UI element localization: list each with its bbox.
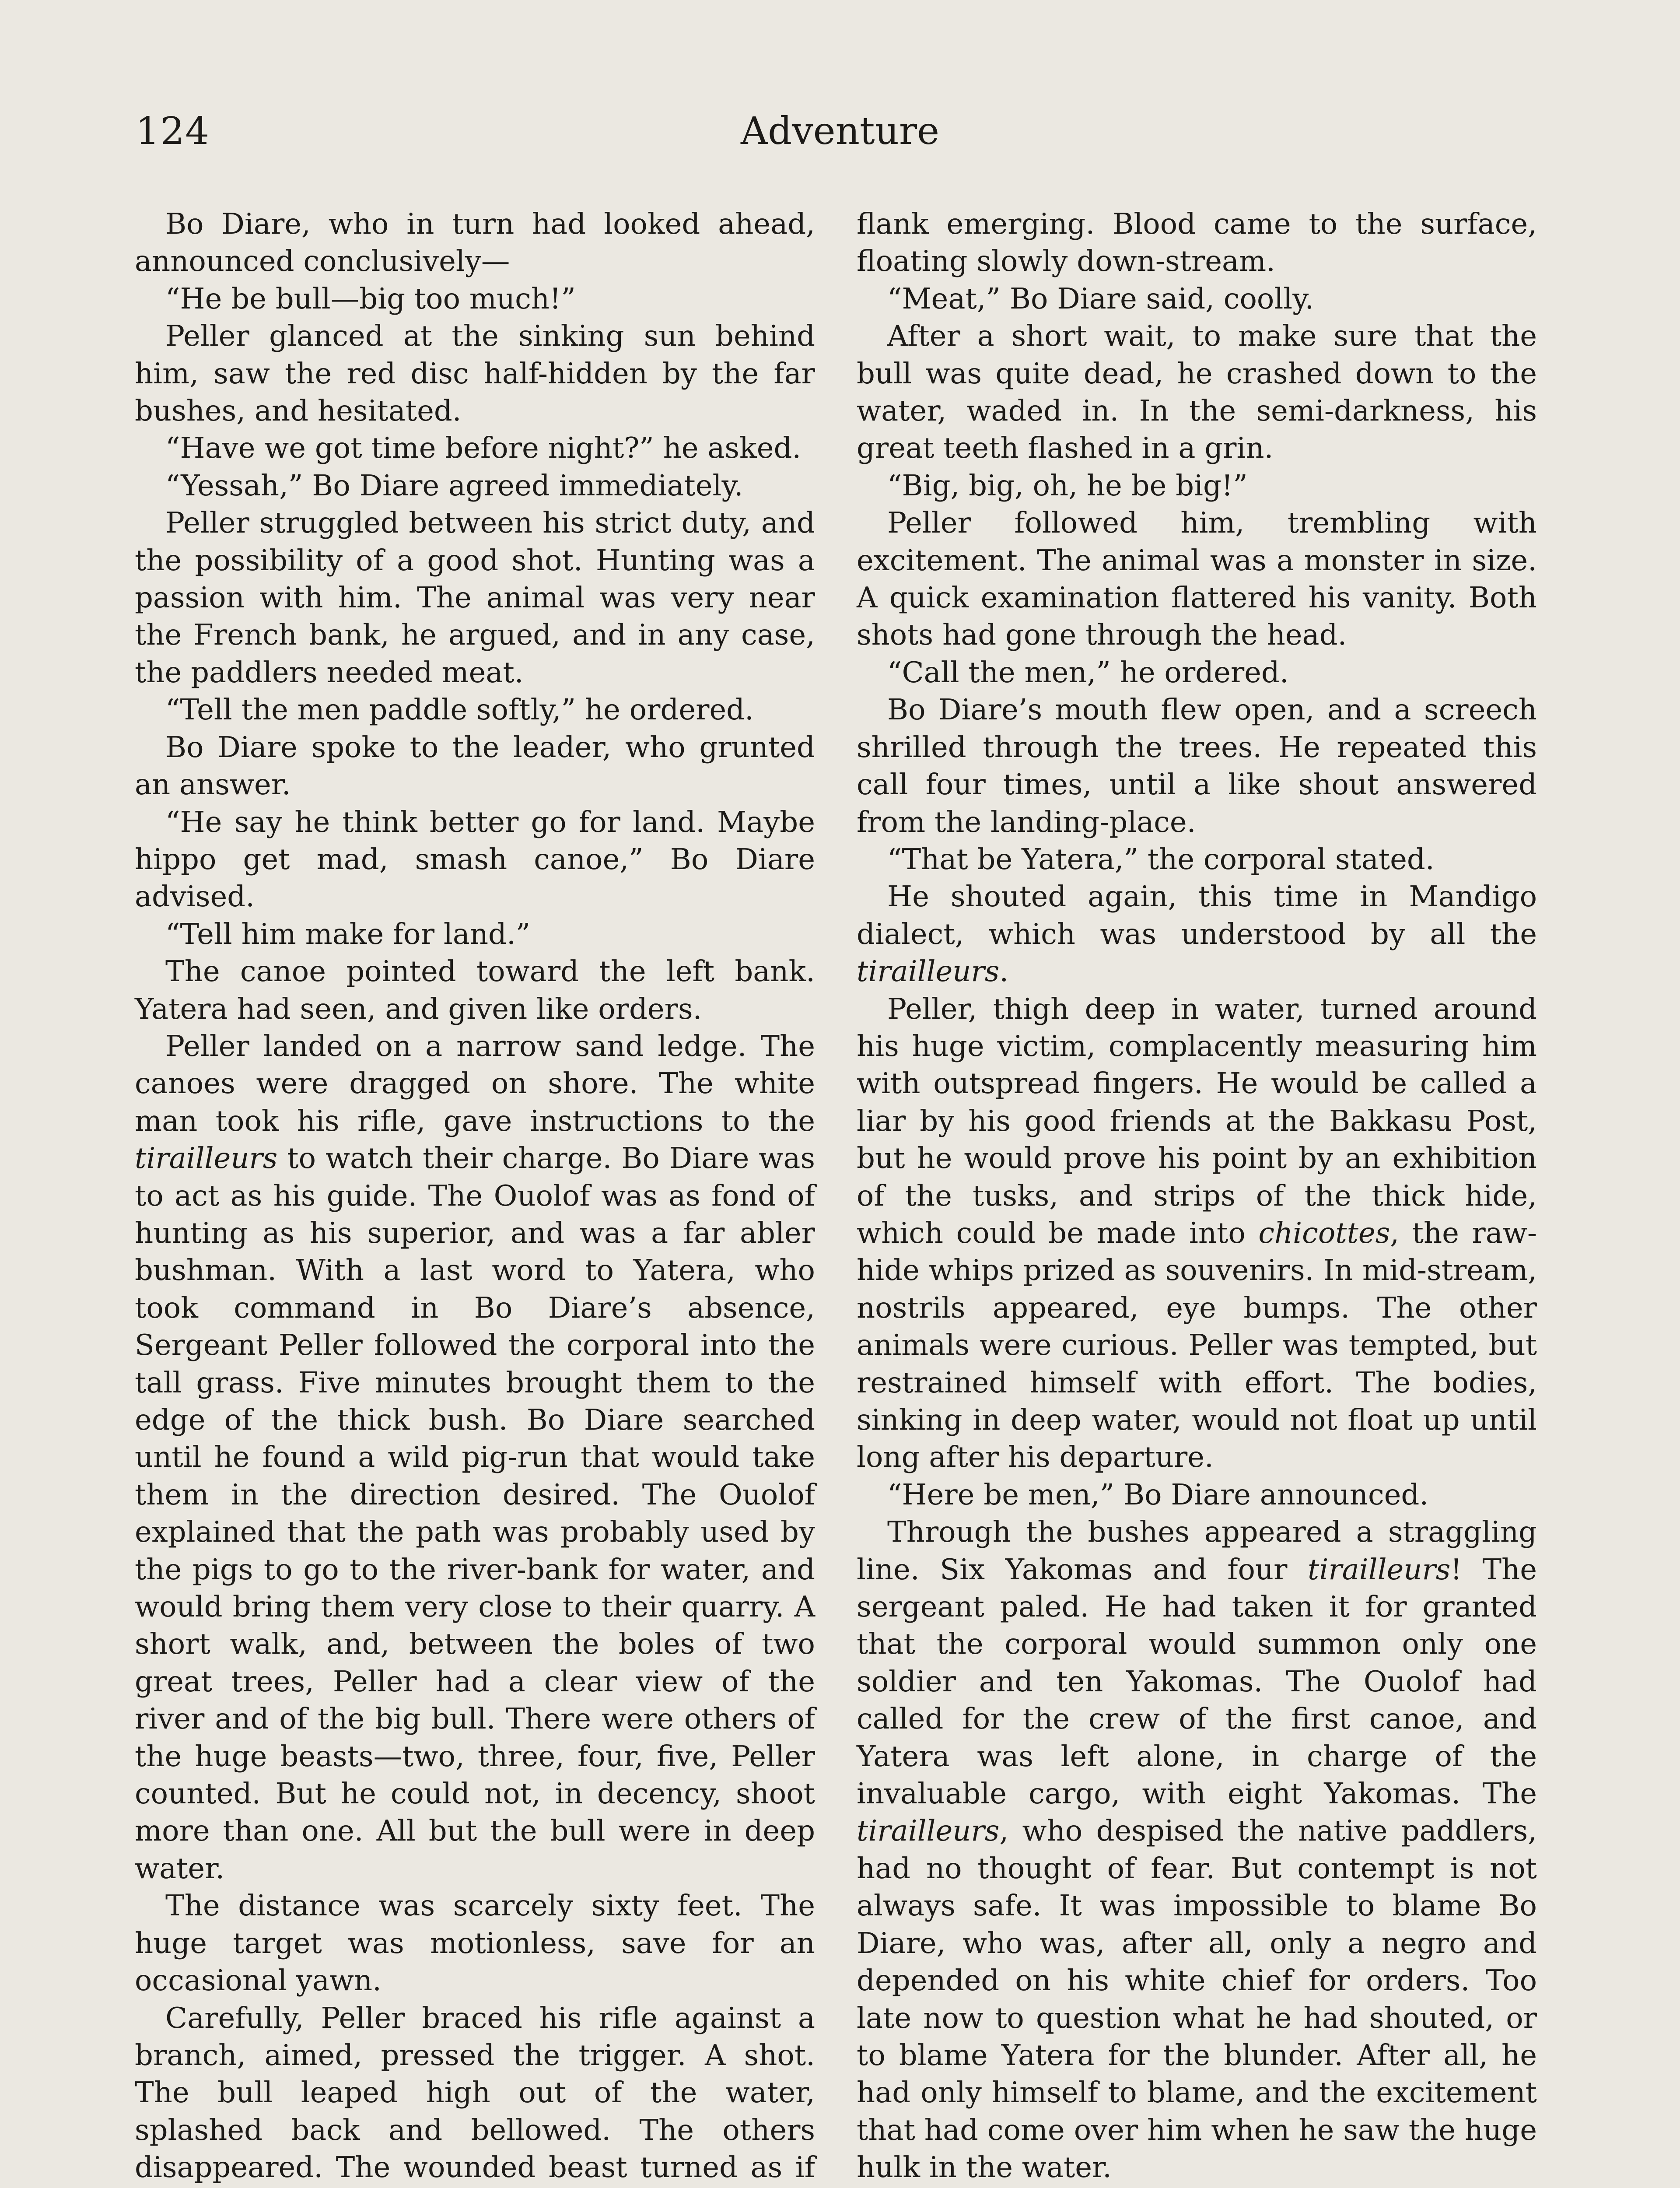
paragraph: Bo Diare, who in turn had looked ahead, announced conclusively—: [135, 207, 815, 278]
page-number: 124: [136, 109, 210, 153]
left-column: [135, 206, 815, 2188]
paragraph: Bo Diare’s mouth flew open, and a screech shrilled through the trees. He repeated this call four times, until a like shout answered from the landing-place.: [857, 693, 1537, 839]
paragraph: “Here be men,” Bo Diare announced.: [887, 1478, 1429, 1511]
paragraph: [857, 2187, 1537, 2188]
paragraph: Peller followed him, trembling with excitement. The animal was a monster in size. A quick examination flattered his vanity. Both shots had gone through the head.: [857, 506, 1537, 652]
paragraph: “Have we got time before night?” he asked.: [165, 431, 802, 465]
paragraph: “He say he think better go for land. Maybe hippo get mad, smash canoe,” Bo Diare advised.: [135, 805, 815, 914]
paragraph: Peller struggled between his strict duty, and the possibility of a good shot. Hunting was a passion with him. The animal was very near the French bank, he argued, and in any case, the paddlers needed meat.: [135, 506, 815, 689]
paragraph: “Tell the men paddle softly,” he ordered.: [165, 693, 754, 727]
paragraph: The canoe pointed toward the left bank. Yatera had seen, and given like orders.: [135, 955, 815, 1026]
paragraph: “That be Yatera,” the corporal stated.: [887, 842, 1435, 876]
paragraph: “Meat,” Bo Diare said, coolly.: [887, 282, 1314, 316]
paragraph: Peller landed on a narrow sand ledge. The canoes were dragged on shore. The white man took his rifle, gave instructions to the tirailleurs to watch their charge. Bo Diare was to act as his guide. The Ouolof was as fond of hunting as his superior, and was a far abler bushman. With a last word to Yatera, who took command in Bo Diare’s absence, Sergeant Peller followed the corporal into the tall grass. Five minutes brought them to the edge of the thick bush. Bo Diare searched until he found a wild pig-run that would take them in the direction desired. The Ouolof explained that the path was probably used by the pigs to go to the river-bank for water, and would bring them very close to their quarry. A short walk, and, between the boles of two great trees, Peller had a clear view of the river and of the big bull. There were others of the huge beasts—two, three, four, five, Peller counted. But he could not, in decency, shoot more than one. All but the bull were in deep water.: [135, 1029, 815, 1885]
paragraph: Through the bushes appeared a straggling line. Six Yakomas and four tirailleurs! The sergeant paled. He had taken it for granted that the corporal would summon only one soldier and ten Yakomas. The Ouolof had called for the crew of the first canoe, and Yatera was left alone, in charge of the invaluable cargo, with eight Yakomas. The tirailleurs, who despised the native paddlers, had no thought of fear. But contempt is not always safe. It was impossible to blame Bo Diare, who was, after all, only a negro and depended on his white chief for orders. Too late now to question what he had shouted, or to blame Yatera for the blunder. After all, he had only himself to blame, and the excitement that had come over him when he saw the huge hulk in the water.: [857, 1515, 1537, 2184]
right-column: [857, 206, 1537, 2188]
paragraph: “Yessah,” Bo Diare agreed immediately.: [165, 469, 743, 502]
paragraph: Peller glanced at the sinking sun behind him, saw the red disc half-hidden by the far bushes, and hesitated.: [135, 319, 815, 428]
paragraph: The distance was scarcely sixty feet. The huge target was motionless, save for an occasional yawn.: [135, 1889, 815, 1998]
paragraph: Bo Diare spoke to the leader, who grunted an answer.: [135, 730, 815, 802]
paragraph: He shouted again, this time in Mandigo dialect, which was understood by all the tirailleurs.: [857, 880, 1537, 989]
paragraph: flank emerging. Blood came to the surface, floating slowly down-stream.: [857, 207, 1537, 278]
paragraph: Peller, thigh deep in water, turned around his huge victim, complacently measuring him with outspread fingers. He would be called a liar by his good friends at the Bakkasu Post, but he would prove his point by an exhibition of the tusks, and strips of the thick hide, which could be made into chicottes, the raw-hide whips prized as souvenirs. In mid-stream, nostrils appeared, eye bumps. The other animals were curious. Peller was tempted, but restrained himself with effort. The bodies, sinking in deep water, would not float up until long after his departure.: [857, 992, 1537, 1474]
paragraph: “Tell him make for land.”: [165, 917, 531, 951]
paragraph: After a short wait, to make sure that the bull was quite dead, he crashed down to the water, waded in. In the semi-darkness, his great teeth flashed in a grin.: [857, 319, 1537, 465]
paragraph: “Big, big, oh, he be big!”: [887, 469, 1248, 502]
page-header: [136, 109, 1544, 162]
paragraph: Carefully, Peller braced his rifle against a branch, aimed, pressed the trigger. A shot. The bull leaped high out of the water, splashed back and bellowed. The others disappeared. The wounded beast turned as if: [135, 2001, 815, 2184]
running-title: Adventure: [741, 109, 939, 153]
paragraph: “He be bull—big too much!”: [165, 282, 576, 316]
paragraph: “Call the men,” he ordered.: [887, 656, 1289, 689]
